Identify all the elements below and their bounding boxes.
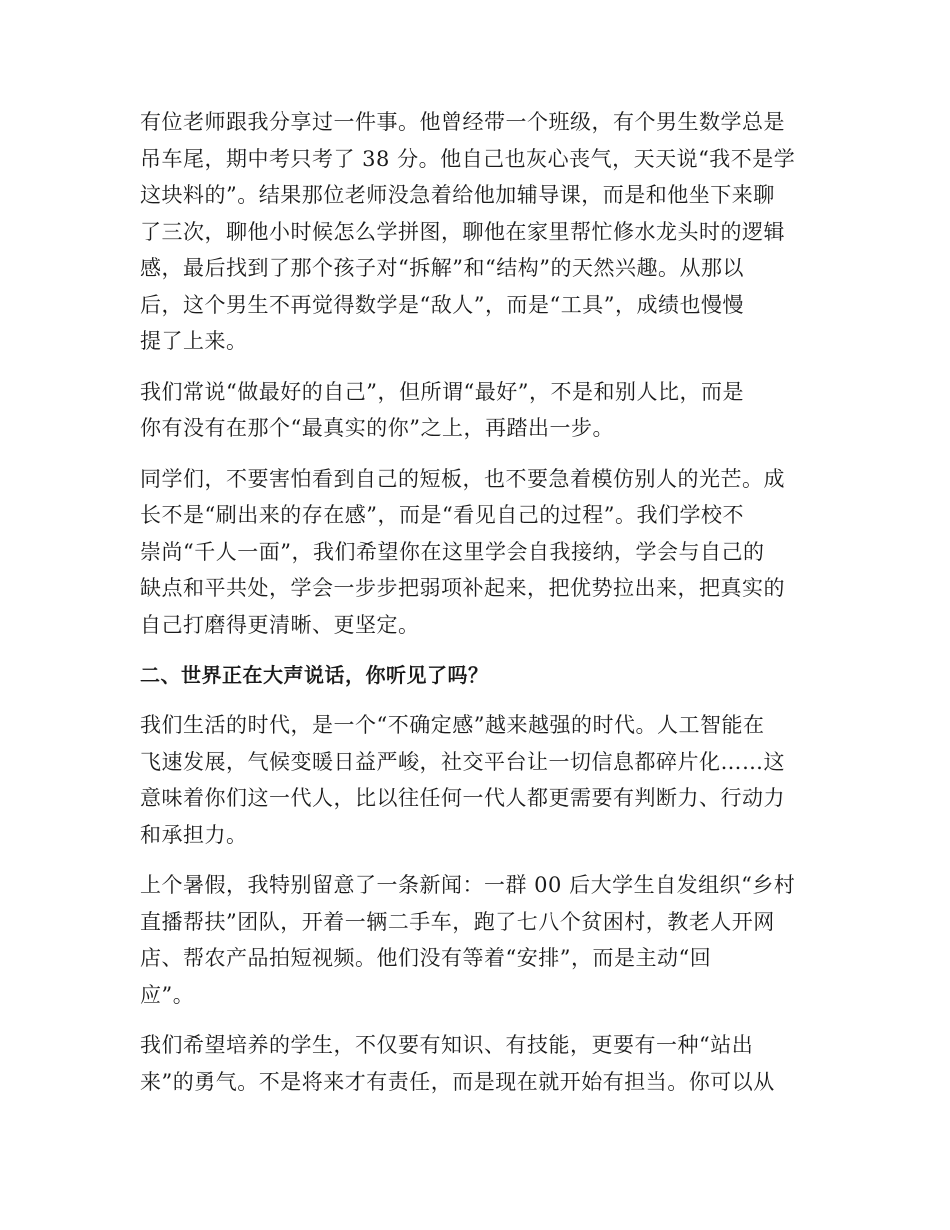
text-line: 自己打磨得更清晰、更坚定。 <box>140 612 420 637</box>
text-line: 了三次，聊他小时候怎么学拼图，聊他在家里帮忙修水龙头时的逻辑 <box>140 219 785 244</box>
text-line: 来”的勇气。不是将来才有责任，而是现在就开始有担当。你可以从 <box>140 1069 775 1094</box>
text-line: 应”。 <box>140 982 195 1007</box>
text-line: 上个暑假，我特别留意了一条新闻：一群 00 后大学生自发组织“乡村 <box>140 873 796 897</box>
text-line: 和承担力。 <box>140 822 248 847</box>
text-line: 直播帮扶”团队，开着一辆二手车，跑了七八个贫困村，教老人开网 <box>140 909 775 934</box>
text-line: 长不是“刷出来的存在感”，而是“看见自己的过程”。我们学校不 <box>140 503 744 527</box>
text-line: 缺点和平共处，学会一步步把弱项补起来，把优势拉出来，把真实的 <box>140 576 785 600</box>
text-line: 意味着你们这一代人，比以往任何一代人都更需要有判断力、行动力 <box>140 786 785 810</box>
text-line: 同学们，不要害怕看到自己的短板，也不要急着模仿别人的光芒。成 <box>140 466 785 491</box>
text-line: 店、帮农产品拍短视频。他们没有等着“安排”，而是主动“回 <box>140 946 712 970</box>
text-line: 我们生活的时代，是一个“不确定感”越来越强的时代。人工智能在 <box>140 713 765 737</box>
text-line: 这块料的”。结果那位老师没急着给他加辅导课，而是和他坐下来聊 <box>140 183 775 207</box>
text-line: 我们希望培养的学生，不仅要有知识、有技能，更要有一种“站出 <box>140 1033 754 1057</box>
text-line: 我们常说“做最好的自己”，但所谓“最好”，不是和别人比，而是 <box>140 379 744 404</box>
text-line: 后，这个男生不再觉得数学是“敌人”，而是“工具”，成绩也慢慢 <box>140 292 744 317</box>
text-line: 崇尚“千人一面”，我们希望你在这里学会自我接纳，学会与自己的 <box>140 539 765 564</box>
text-line: 你有没有在那个“最真实的你”之上，再踏出一步。 <box>140 416 614 440</box>
text-line: 吊车尾，期中考只考了 38 分。他自己也灰心丧气，天天说“我不是学 <box>140 146 796 171</box>
section-heading: 二、世界正在大声说话，你听见了吗？ <box>140 663 489 687</box>
paragraph-courage <box>140 1027 800 1100</box>
paragraph-summer-news <box>140 867 800 1013</box>
document-body <box>140 104 800 1114</box>
text-line: 飞速发展，气候变暖日益严峻，社交平台让一切信息都碎片化……这 <box>140 749 785 774</box>
paragraph-growth <box>140 461 800 644</box>
paragraph-best-self <box>140 374 800 447</box>
text-line: 提了上来。 <box>140 329 248 353</box>
text-line: 有位老师跟我分享过一件事。他曾经带一个班级，有个男生数学总是 <box>140 110 785 134</box>
paragraph-teacher-story <box>140 104 800 360</box>
text-line: 感，最后找到了那个孩子对“拆解”和“结构”的天然兴趣。从那以 <box>140 256 744 280</box>
paragraph-uncertain-era <box>140 707 800 853</box>
